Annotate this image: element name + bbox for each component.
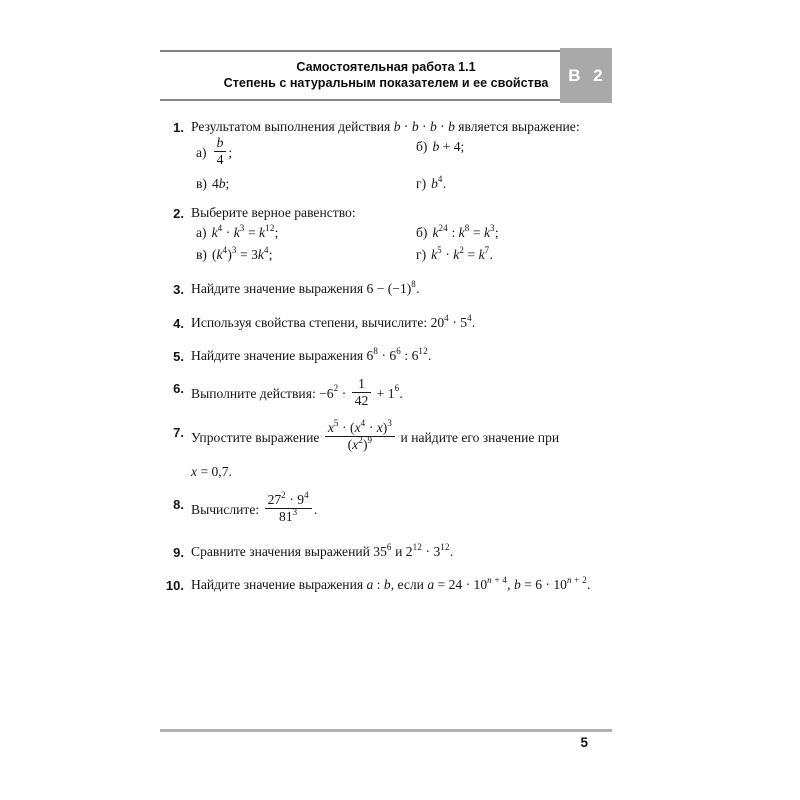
math-variable: k (259, 224, 266, 240)
math-text: . (427, 347, 432, 363)
question-number: 8. (173, 496, 184, 512)
math-exponent: 12 (265, 222, 275, 233)
question-row (160, 314, 612, 333)
math-text: , (507, 577, 514, 593)
math-exponent: 4 (222, 244, 228, 255)
math-exponent: 3 (239, 222, 245, 233)
math-exponent: 5 (437, 244, 442, 255)
question-number: 6. (173, 380, 184, 396)
math-variable: b (393, 119, 401, 134)
math-exponent: 3 (490, 222, 495, 233)
question-row (160, 347, 612, 366)
question-number: 9. (173, 545, 184, 561)
question-text-line (191, 463, 612, 480)
fraction-numerator (352, 377, 372, 392)
question-number: 1. (173, 120, 184, 135)
option-label: в) (196, 246, 207, 262)
math-text: + 1 (373, 385, 395, 401)
math-text: 27 (267, 491, 282, 507)
answer-option (411, 175, 612, 192)
question-text-line (191, 375, 612, 411)
question-number: 4. (173, 315, 184, 331)
math-exponent: 8 (464, 222, 470, 233)
question-body (191, 489, 612, 529)
math-text: · 3 (422, 544, 441, 560)
question-row (160, 418, 612, 482)
math-exponent: 3 (231, 244, 237, 255)
math-text: Найдите значение выражения (191, 577, 367, 593)
math-text: : (373, 577, 384, 593)
answer-option (411, 246, 612, 263)
math-variable: b (411, 119, 419, 134)
answer-options (191, 135, 612, 192)
worksheet-title: Самостоятельная работа 1.1 (296, 60, 476, 74)
math-variable: k (216, 246, 223, 262)
math-variable: a (427, 577, 435, 593)
question-text-line (191, 204, 612, 221)
math-variable: k (431, 246, 438, 262)
fraction-numerator (265, 489, 312, 508)
answer-option (191, 135, 411, 170)
math-text: и 2 (391, 544, 413, 560)
question-body (191, 204, 612, 263)
question-row (160, 489, 612, 529)
question-row (160, 576, 612, 595)
math-variable: b (513, 577, 521, 593)
question-number: 2. (173, 205, 184, 221)
math-text: · (400, 119, 412, 134)
math-exponent: 9 (367, 435, 373, 446)
math-text: · (441, 246, 454, 262)
math-text: 4 (216, 152, 224, 168)
question-text-line (191, 118, 612, 135)
fraction-denominator (352, 392, 372, 408)
math-exponent: 6 (394, 383, 400, 394)
math-text: : 6 (401, 347, 419, 363)
math-text: Упростите выражение (191, 429, 323, 445)
math-exponent: 4 (263, 244, 269, 255)
math-fraction (352, 377, 372, 409)
math-text: . (313, 501, 318, 517)
question-row (160, 118, 612, 192)
math-text: · (338, 385, 350, 401)
math-text: · 5 (448, 314, 468, 330)
math-fraction (325, 418, 395, 453)
math-exponent: 3 (387, 418, 393, 429)
math-text: является выражение: (454, 119, 580, 134)
math-text: ( (347, 437, 353, 453)
worksheet-page (160, 0, 612, 595)
math-text: : (448, 224, 459, 240)
math-variable: k (233, 224, 240, 240)
question-number: 7. (173, 425, 184, 441)
math-text: 42 (354, 392, 369, 408)
question-text-line (191, 576, 612, 593)
math-exponent: 12 (418, 345, 428, 356)
math-text: · (222, 224, 234, 240)
option-label: а) (196, 224, 207, 240)
fraction-denominator (214, 151, 227, 167)
math-fraction (265, 489, 312, 525)
math-variable: x (191, 463, 198, 479)
math-text: Вычислите: (191, 501, 263, 517)
math-exponent: 12 (412, 542, 423, 553)
question-body (191, 314, 612, 333)
math-exponent: 6 (396, 345, 402, 356)
math-variable: b (218, 175, 226, 191)
option-label: б) (416, 224, 428, 240)
question-row (160, 543, 612, 562)
math-variable: b (383, 577, 391, 593)
page-footer (160, 729, 612, 750)
math-text: + 4; (439, 139, 465, 154)
question-body (191, 418, 612, 482)
math-variable: x (354, 420, 361, 436)
option-label: г) (416, 175, 427, 191)
math-text: . (449, 544, 454, 560)
math-variable: x (352, 437, 359, 453)
math-text: ; (225, 175, 230, 191)
math-variable: k (453, 246, 460, 262)
option-label: в) (196, 175, 207, 191)
math-variable: a (366, 577, 374, 593)
math-exponent (567, 575, 587, 585)
math-text: Сравните значения выражений 35 (191, 544, 387, 560)
math-text: Результатом выполнения действия (191, 119, 394, 134)
page-number: 5 (580, 735, 588, 750)
math-text: ; (494, 224, 499, 240)
math-text: = 0,7. (197, 463, 232, 479)
math-text: = 3 (236, 246, 258, 262)
question-text-line (191, 418, 612, 455)
question-text-line (191, 543, 612, 560)
question-list (160, 118, 612, 595)
math-exponent: 8 (373, 345, 379, 356)
math-text: . (489, 246, 493, 262)
math-text: ) (382, 420, 388, 436)
math-variable: k (257, 246, 264, 262)
math-text: 81 (279, 508, 293, 524)
math-variable: x (327, 420, 334, 436)
answer-option (411, 224, 612, 241)
math-exponent: 4 (444, 312, 449, 323)
math-text: . (442, 175, 447, 191)
math-text: · (418, 119, 430, 134)
question-text-line (191, 347, 612, 364)
answer-option (191, 246, 411, 263)
math-text: = (244, 224, 260, 240)
math-exponent: 4 (467, 312, 472, 323)
math-exponent: 3 (292, 506, 298, 517)
math-exponent: 12 (440, 542, 450, 553)
math-text: 1 (358, 375, 365, 391)
question-row (160, 204, 612, 263)
variant-badge: В 2 (560, 48, 612, 103)
math-variable: k (478, 246, 485, 262)
math-exponent: 2 (281, 489, 286, 500)
math-text: ( (211, 246, 217, 262)
math-text: Выберите верное равенство: (191, 204, 356, 220)
question-body (191, 543, 612, 562)
math-text: + 2 (571, 575, 587, 586)
question-text-line (191, 280, 612, 297)
math-text: . (471, 314, 476, 330)
question-body (191, 375, 612, 413)
math-exponent: 4 (217, 222, 223, 233)
math-variable: b (448, 119, 455, 134)
math-text: ) (227, 246, 232, 262)
fraction-numerator (214, 136, 227, 151)
math-text: 4 (211, 175, 219, 191)
option-label: г) (416, 246, 427, 262)
math-text: и найдите его значение при (397, 429, 560, 445)
question-text-line (191, 489, 612, 527)
question-number: 10. (165, 578, 184, 594)
math-exponent: 4 (437, 173, 443, 184)
math-variable: n (487, 575, 492, 586)
fraction-denominator (325, 436, 395, 452)
math-text: = (469, 224, 484, 240)
math-text: . (586, 577, 591, 593)
math-exponent: 2 (459, 244, 465, 255)
math-text: Выполните действия: −6 (191, 385, 334, 401)
math-text: + 4 (491, 575, 508, 586)
question-body (191, 347, 612, 366)
math-variable: k (458, 224, 465, 240)
question-body (191, 118, 612, 192)
math-text: · (365, 420, 377, 436)
math-exponent: 4 (304, 489, 309, 500)
math-variable: b (432, 139, 440, 154)
question-text-line (191, 314, 612, 331)
math-text: , если (390, 577, 428, 593)
math-text: = 6 · 10 (520, 577, 567, 593)
question-number: 3. (173, 281, 184, 297)
math-variable: b (429, 119, 437, 134)
footer-rule (160, 729, 612, 732)
option-label: а) (196, 144, 207, 160)
question-row (160, 280, 612, 299)
math-exponent: 5 (333, 418, 339, 429)
math-variable: k (483, 224, 491, 240)
math-variable: k (432, 224, 439, 240)
math-text: ; (268, 246, 273, 262)
math-text: Используя свойства степени, вычислите: 20 (191, 314, 445, 330)
option-label: б) (416, 139, 428, 154)
math-text: ; (274, 224, 279, 240)
math-text: . (416, 280, 420, 296)
worksheet-header (160, 50, 612, 101)
math-exponent: 4 (360, 418, 366, 429)
math-variable: x (376, 420, 383, 436)
math-text: = 24 · 10 (434, 577, 488, 593)
answer-option (191, 175, 411, 192)
math-fraction (214, 136, 227, 168)
math-exponent: 8 (411, 278, 417, 289)
question-body (191, 576, 612, 595)
math-text: = (464, 246, 479, 262)
answer-option (411, 138, 612, 170)
math-exponent: 6 (386, 542, 392, 553)
math-exponent (487, 575, 507, 585)
math-exponent: 2 (358, 435, 364, 446)
math-text: ) (363, 437, 368, 453)
math-text: ; (228, 144, 233, 160)
math-variable: b (431, 175, 438, 191)
math-text: · 9 (285, 491, 305, 507)
math-exponent: 24 (438, 222, 449, 233)
question-row (160, 375, 612, 413)
fraction-denominator (265, 508, 312, 524)
math-variable: k (211, 224, 218, 240)
math-exponent: 2 (333, 383, 339, 394)
math-text: Найдите значение выражения 6 − (−1) (191, 280, 412, 296)
math-variable: b (216, 135, 224, 150)
math-text: · ( (338, 420, 355, 436)
worksheet-subtitle: Степень с натуральным показателем и ее свойства (223, 76, 549, 90)
question-number: 5. (173, 348, 184, 364)
math-text: . (399, 385, 403, 401)
math-text: · 6 (378, 347, 397, 363)
answer-option (191, 224, 411, 241)
math-variable: n (566, 575, 572, 586)
question-body (191, 280, 612, 299)
math-text: Найдите значение выражения 6 (191, 347, 374, 363)
answer-options (191, 224, 612, 263)
math-text: · (436, 119, 449, 134)
math-exponent: 7 (484, 244, 490, 255)
